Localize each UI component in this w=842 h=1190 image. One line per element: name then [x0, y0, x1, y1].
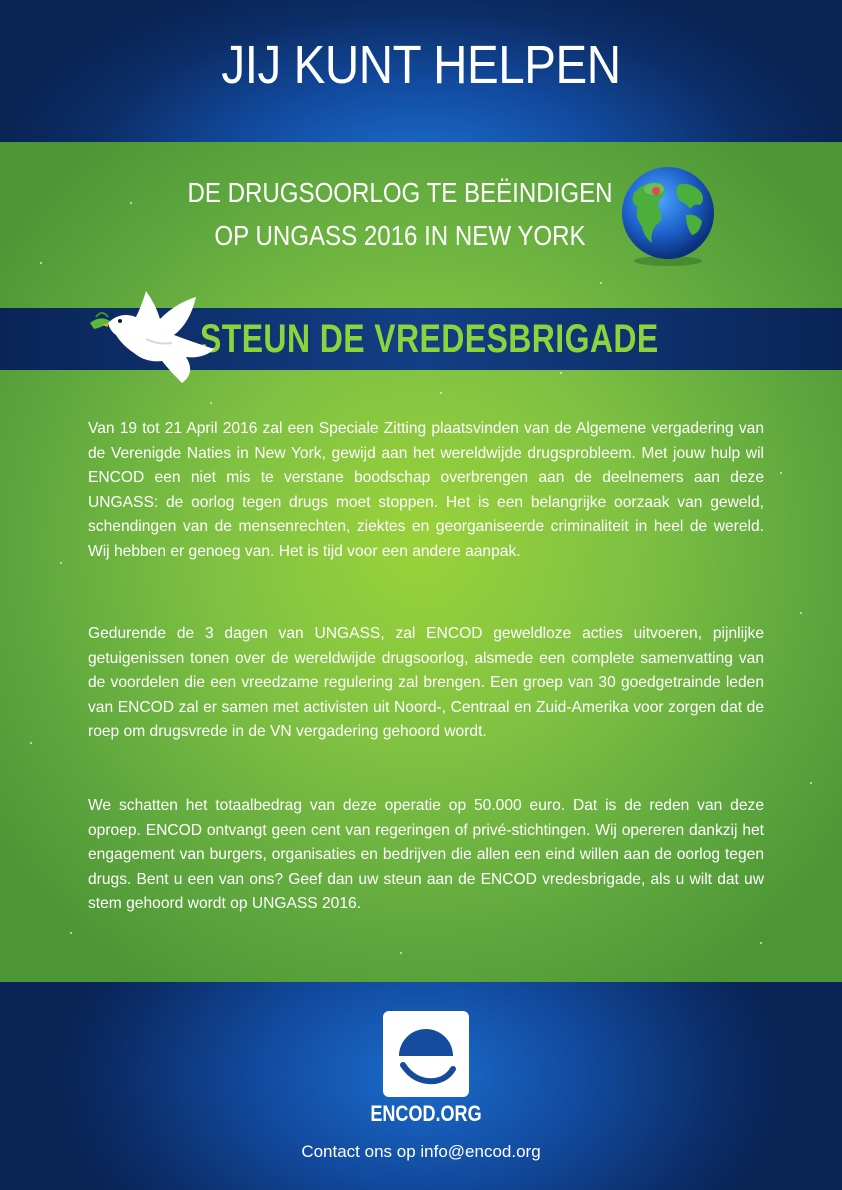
- encod-logo[interactable]: [383, 1011, 469, 1097]
- globe-icon: [616, 163, 720, 267]
- banner-title: STEUN DE VREDESBRIGADE: [200, 317, 659, 361]
- contact-text[interactable]: Contact ons op info@encod.org: [301, 1142, 541, 1161]
- dove-icon: [86, 283, 220, 387]
- body-paragraph-3: We schatten het totaalbedrag van deze operatie op 50.000 euro. Dat is de reden van deze oproep. ENCOD ontvangt geen cent van regeringen of privé-stichtingen. Wij opereren dankzij het engagement van burgers, organisaties en bedrijven die allen een eind willen aan de oorlog tegen drugs. Bent u een van ons? Geef dan uw steun aan de ENCOD vredesbrigade, als u wilt dat uw stem gehoord wordt op UNGASS 2016.: [88, 797, 764, 913]
- logo-website-text[interactable]: ENCOD.ORG: [370, 1101, 482, 1126]
- encod-logo-icon: [383, 1011, 469, 1097]
- body-paragraph-1: Van 19 tot 21 April 2016 zal een Speciale Zitting plaatsvinden van de Algemene vergadering van de Verenigde Naties in New York, gewijd aan het wereldwijde drugsprobleem. Met jouw hulp wil ENCOD een niet mis te verstane boodschap overbrengen aan de deelnemers aan deze UNGASS: de oorlog tegen drugs moet stoppen. Het is een belangrijke oorzaak van geweld, schendingen van de mensenrechten, ziektes en georganiseerde criminaliteit in heel de wereld. Wij hebben er genoeg van. Het is tijd voor een andere aanpak.: [88, 420, 764, 560]
- page-title: JIJ KUNT HELPEN: [221, 35, 621, 95]
- subtitle-line-2: OP UNGASS 2016 IN NEW YORK: [214, 220, 586, 251]
- subtitle-line-1: DE DRUGSOORLOG TE BEËINDIGEN: [187, 177, 613, 208]
- body-paragraph-2: Gedurende de 3 dagen van UNGASS, zal ENCOD geweldloze acties uitvoeren, pijnlijke getuigenissen tonen over de wereldwijde drugsoorlog, alsmede een complete samenvatting van de voordelen die een vreedzame regulering zal brengen. Een groep van 30 goedgetrainde leden van ENCOD zal er samen met activisten uit Noord-, Centraal en Zuid-Amerika voor zorgen dat de roep om drugsvrede in de VN vergadering gehoord wordt.: [88, 625, 764, 741]
